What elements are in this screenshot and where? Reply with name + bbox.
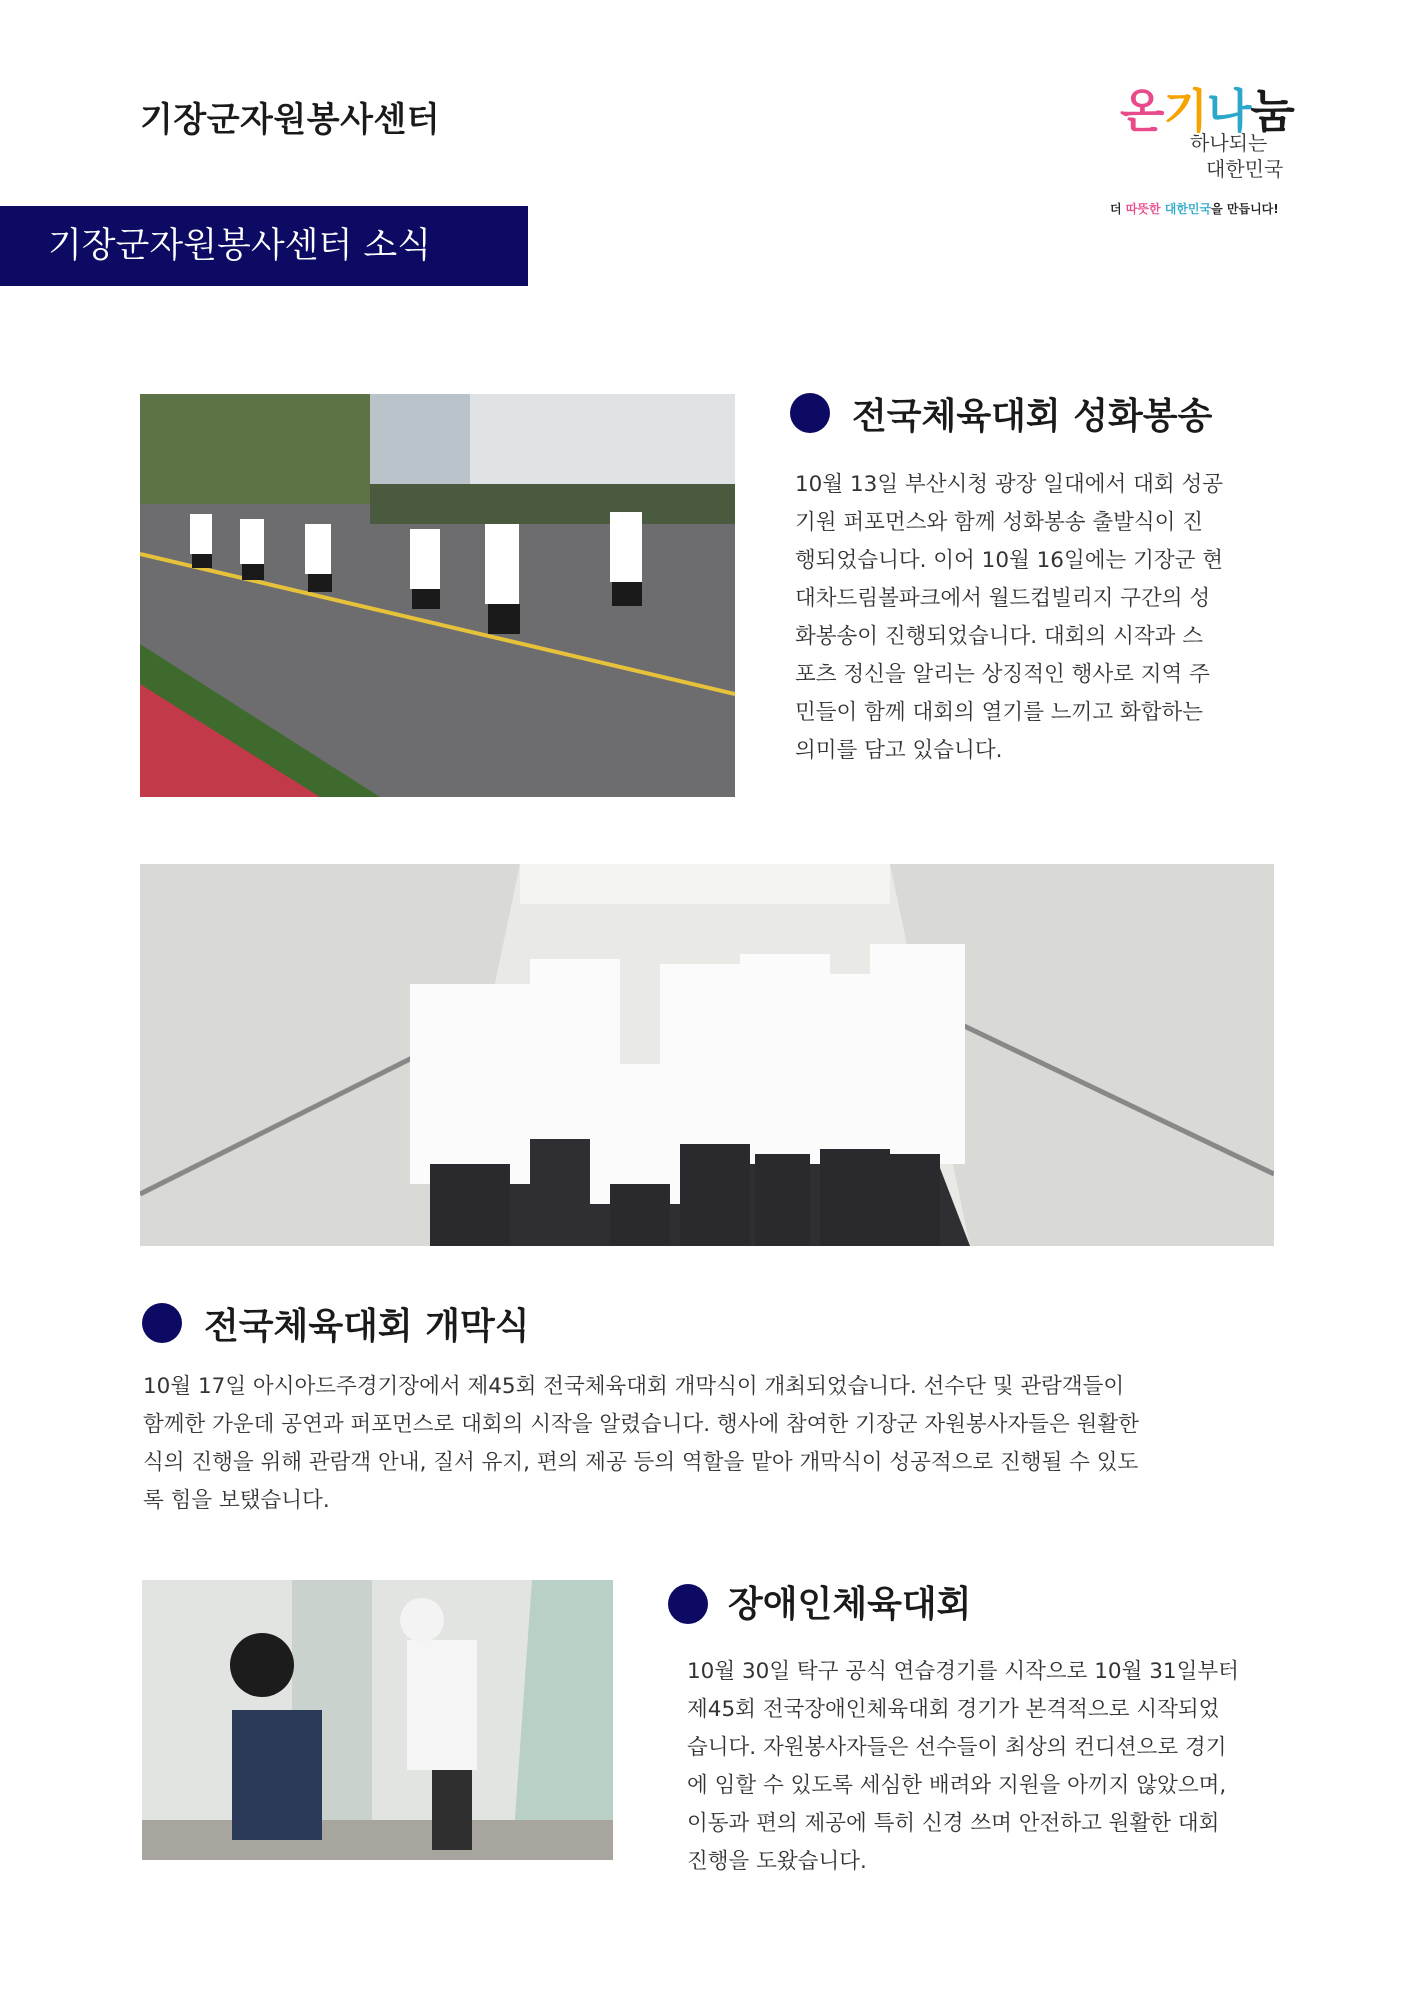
section-heading-torch-relay: 전국체육대회 성화봉송 bbox=[852, 396, 1213, 437]
disabled-sports-volunteer-photo bbox=[142, 1580, 613, 1860]
torch-relay-photo bbox=[140, 394, 735, 797]
section-banner: 기장군자원봉사센터 소식 bbox=[0, 206, 528, 286]
logo-tagline: 더 따뜻한 대한민국을 만듭니다! bbox=[1110, 202, 1279, 216]
section-bullet-icon bbox=[142, 1303, 182, 1343]
campaign-logo bbox=[1110, 80, 1320, 228]
section-heading-opening-ceremony: 전국체육대회 개막식 bbox=[204, 1306, 530, 1347]
logo-sub-line2: 대한민국 bbox=[1206, 157, 1284, 181]
opening-ceremony-volunteers-photo bbox=[140, 864, 1274, 1246]
logo-main-text: 온기나눔 bbox=[1120, 84, 1294, 138]
logo-sub-line1: 하나되는 bbox=[1190, 131, 1268, 155]
section-bullet-icon bbox=[668, 1584, 708, 1624]
section-bullet-icon bbox=[790, 393, 830, 433]
section-body-opening-ceremony: 10월 17일 아시아드주경기장에서 제45회 전국체육대회 개막식이 개최되었습니다. 선수단 및 관람객들이 함께한 가운데 공연과 퍼포먼스로 대회의 시작을 알렸습니다. 행사에 참여한 기장군 자원봉사자들은 원활한 식의 진행을 위해 관람객 안내, 질서 유지, 편의 제공 등의 역할을 맡아 개막식이 성공적으로 진행될 수 있도 록 힘을 보탰습니다. bbox=[143, 1374, 1139, 1513]
section-heading-disabled-sports: 장애인체육대회 bbox=[728, 1584, 972, 1625]
section-body-disabled-sports: 10월 30일 탁구 공식 연습경기를 시작으로 10월 31일부터 제45회 전국장애인체육대회 경기가 본격적으로 시작되었 습니다. 자원봉사자들은 선수들이 최상의 컨디션으로 경기 에 임할 수 있도록 세심한 배려와 지원을 아끼지 않았으며, 이동과 편의 제공에 특히 신경 쓰며 안전하고 원활한 대회 진행을 도왔습니다. bbox=[687, 1659, 1239, 1874]
section-body-torch-relay: 10월 13일 부산시청 광장 일대에서 대회 성공 기원 퍼포먼스와 함께 성화봉송 출발식이 진 행되었습니다. 이어 10월 16일에는 기장군 현 대차드림볼파크에서 월드컵빌리지 구간의 성 화봉송이 진행되었습니다. 대회의 시작과 스 포츠 정신을 알리는 상징적인 행사로 지역 주 민들이 함께 대회의 열기를 느끼고 화합하는 의미를 담고 있습니다. bbox=[795, 472, 1224, 763]
organization-name: 기장군자원봉사센터 bbox=[140, 100, 441, 140]
